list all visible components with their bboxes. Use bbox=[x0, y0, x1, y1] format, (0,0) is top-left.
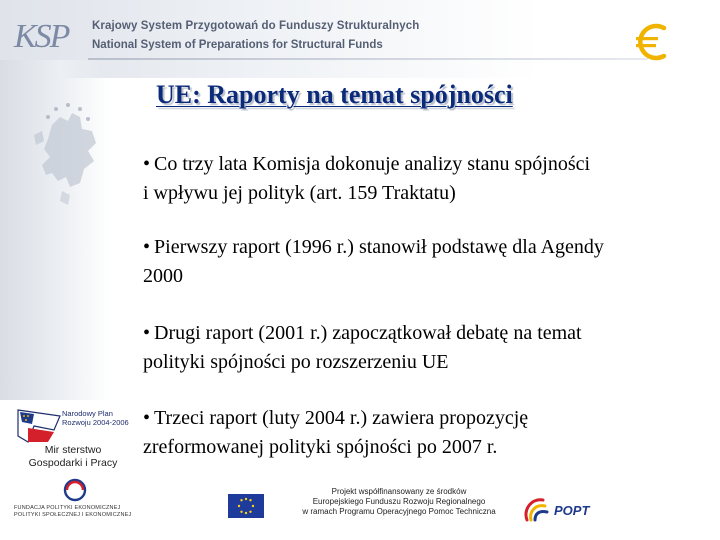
euro-icon bbox=[634, 20, 674, 64]
popt-icon bbox=[521, 494, 555, 524]
bullet-item bbox=[143, 150, 590, 208]
ksp-logo bbox=[14, 12, 80, 62]
bullet-line: Drugi raport (2001 r.) zapoczątkował debatę na temat bbox=[154, 322, 582, 344]
bullet-line: zreformowanej polityki spójności po 2007 r. bbox=[143, 436, 498, 458]
bullet-item bbox=[143, 404, 528, 462]
header-title-english: National System of Preparations for Structural Funds bbox=[92, 39, 383, 51]
bullet-item bbox=[143, 319, 582, 377]
npr-line: Rozwoju 2004-2006 bbox=[62, 418, 129, 427]
foundation-text bbox=[14, 505, 142, 519]
npr-line: Narodowy Plan bbox=[62, 409, 113, 418]
bullet-line: Trzeci raport (luty 2004 r.) zawiera propozycję bbox=[154, 407, 529, 429]
footer-line: w ramach Programu Operacyjnego Pomoc Techniczna bbox=[302, 507, 496, 516]
popt-label: POPT bbox=[554, 503, 590, 518]
bullet-line: Co trzy lata Komisja dokonuje analizy stanu spójności bbox=[154, 153, 591, 175]
bullet-line: Pierwszy raport (1996 r.) stanowił podstawę dla Agendy bbox=[154, 236, 604, 258]
bullet-symbol: • bbox=[143, 236, 151, 258]
ksp-logo-text: KSP bbox=[14, 18, 69, 55]
bullet-line: 2000 bbox=[143, 265, 183, 287]
ministry-line: Mir sterstwo bbox=[44, 444, 102, 456]
foundation-logo bbox=[62, 478, 88, 502]
eu-flag-icon bbox=[228, 494, 264, 518]
header-divider bbox=[88, 58, 648, 60]
slide-title: UE: Raporty na temat spójności bbox=[156, 80, 513, 109]
foundation-line: FUNDACJA POLITYKI EKONOMICZNEJ bbox=[14, 505, 121, 511]
ministry-label bbox=[14, 444, 132, 470]
foundation-line: POLITYKI SPOŁECZNEJ I EKONOMICZNEJ bbox=[14, 512, 132, 518]
bullet-line: polityki spójności po rozszerzeniu UE bbox=[143, 351, 449, 373]
footer-line: Projekt współfinansowany ze środków bbox=[331, 487, 467, 496]
bullet-line: i wpływu jej polityk (art. 159 Traktatu) bbox=[143, 182, 456, 204]
footer-text bbox=[270, 487, 528, 517]
ministry-line: Gospodarki i Pracy bbox=[28, 457, 118, 469]
header-title-polish: Krajowy System Przygotowań do Funduszy Strukturalnych bbox=[92, 20, 420, 32]
bullet-symbol: • bbox=[143, 153, 151, 175]
bullet-item bbox=[143, 233, 604, 291]
eu-map-icon bbox=[22, 95, 117, 215]
footer-line: Europejskiego Funduszu Rozwoju Regionalnego bbox=[312, 497, 486, 506]
bullet-symbol: • bbox=[143, 407, 151, 429]
bullet-symbol: • bbox=[143, 322, 151, 344]
npr-logo-text bbox=[62, 409, 129, 427]
